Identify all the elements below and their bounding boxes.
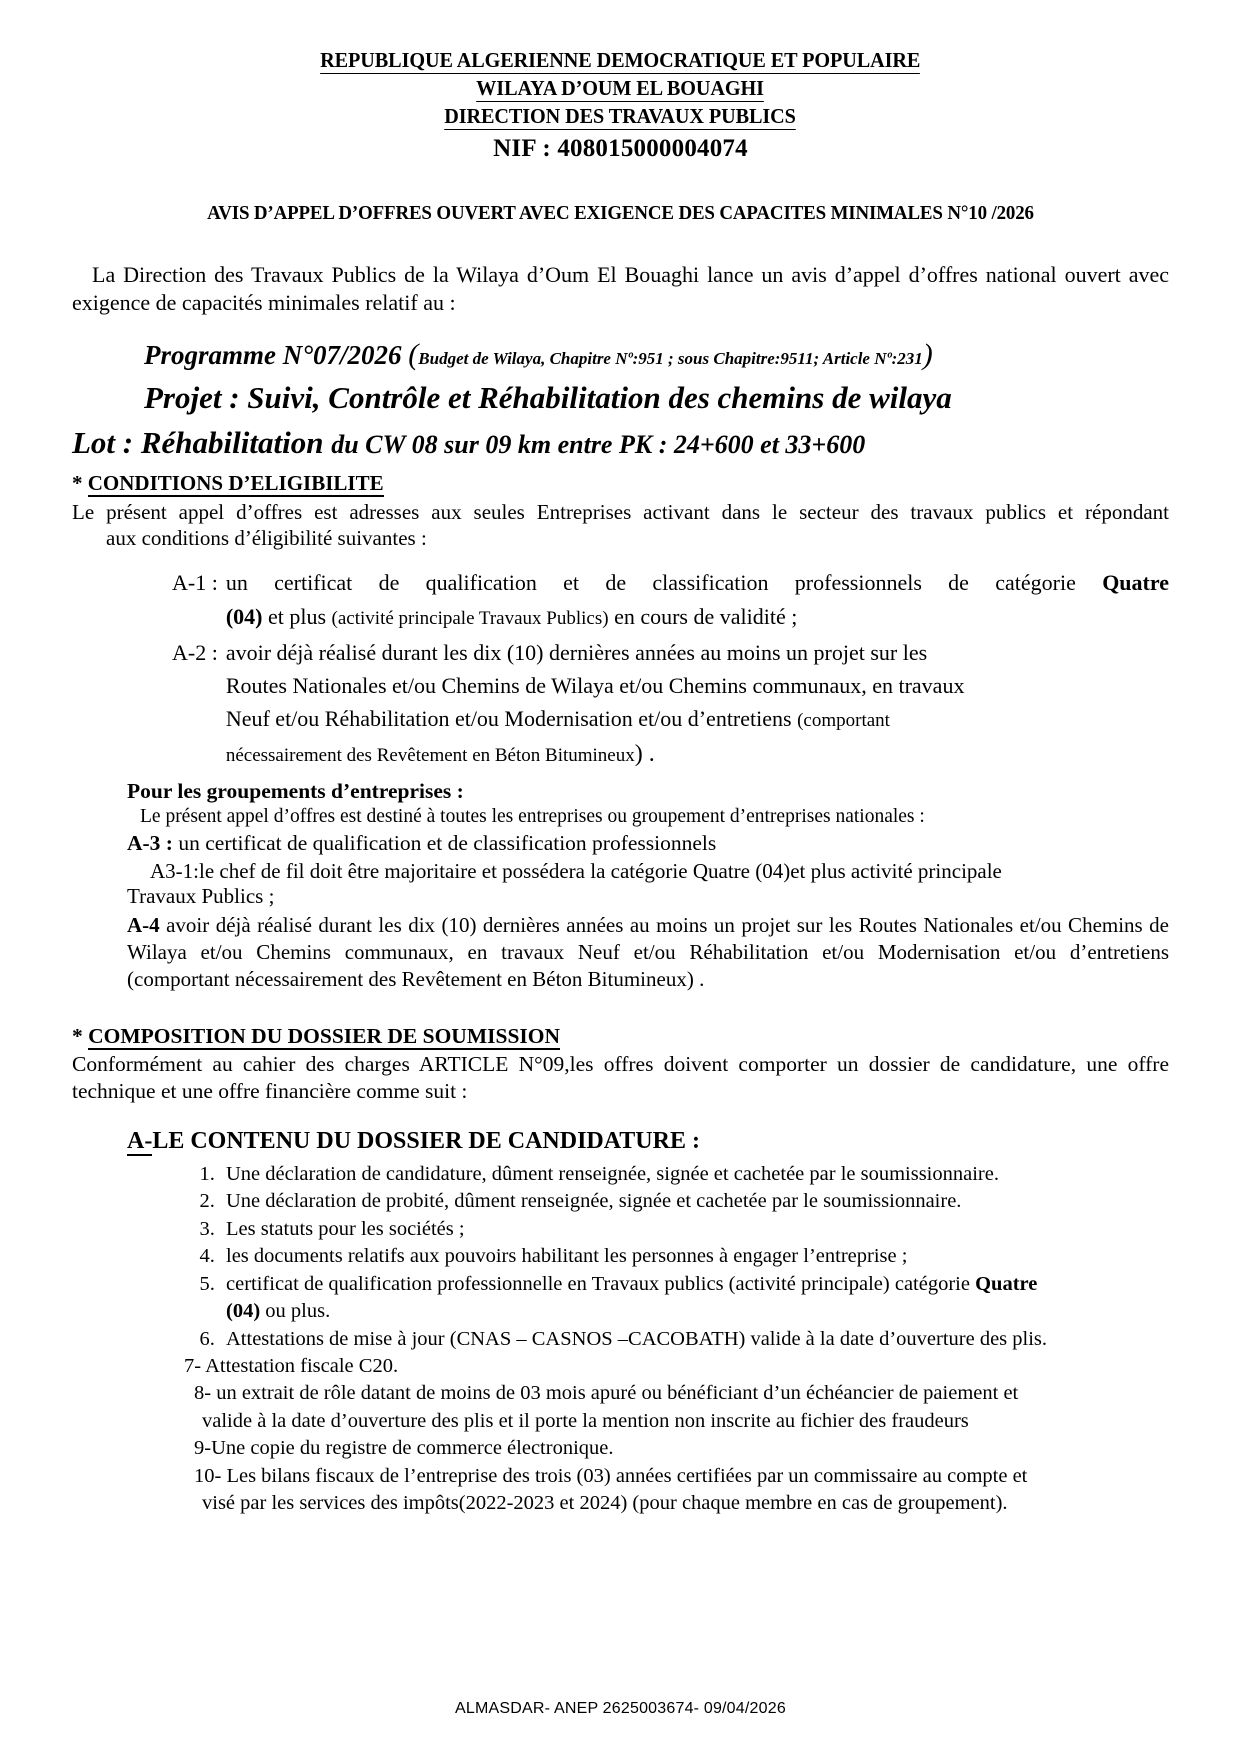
candidature-heading-letter: A- bbox=[127, 1127, 153, 1154]
composition-heading-text: COMPOSITION DU DOSSIER DE SOUMISSION bbox=[88, 1023, 561, 1048]
candidature-heading bbox=[72, 1128, 1169, 1155]
condition-a3-1-cont: Travaux Publics ; bbox=[127, 883, 275, 908]
notice-title: AVIS D’APPEL D’OFFRES OUVERT AVEC EXIGENCE DES CAPACITES MINIMALES N°10 /2026 bbox=[207, 202, 1034, 224]
candidature-documents-list bbox=[72, 1161, 1169, 1353]
condition-a2-line-4: nécessairement des Revêtement en Béton Bitumineux bbox=[225, 745, 635, 767]
intro-paragraph bbox=[72, 261, 1169, 318]
list-item-5-category: Quatre bbox=[975, 1272, 1038, 1295]
document-item-8-line-2: valide à la date d’ouverture des plis et il porte la mention non inscrite au fichier des fraudeurs bbox=[202, 1409, 969, 1432]
header-line-republic bbox=[72, 48, 1169, 74]
nif-number: NIF : 408015000004074 bbox=[493, 134, 748, 162]
groupings-heading: Pour les groupements d’entreprises : bbox=[127, 778, 464, 803]
condition-a3-1: A3-1:le chef de fil doit être majoritaire et possédera la catégorie Quatre (04)et plus activité principale bbox=[150, 858, 1002, 883]
condition-a3-text: un certificat de qualification et de classification professionnels bbox=[178, 830, 717, 855]
page-footer: ALMASDAR- ANEP 2625003674- 09/04/2026 bbox=[455, 1700, 786, 1717]
list-item-5-text: certificat de qualification professionnelle en Travaux publics (activité principale) catégorie bbox=[226, 1272, 970, 1295]
document-item-8-line-1: 8- un extrait de rôle datant de moins de 03 mois apuré ou bénéficiant d’un échéancier de paiement et bbox=[194, 1382, 1019, 1405]
eligibility-para-2: aux conditions d’éligibilité suivantes : bbox=[106, 526, 427, 551]
condition-a2-key: A-2 : bbox=[172, 639, 218, 665]
condition-a4 bbox=[72, 912, 1169, 994]
intro-line-2: ouvert avec exigence de capacités minimales relatif au : bbox=[72, 261, 1170, 316]
condition-a2-line-3-wrap bbox=[226, 702, 1169, 736]
document-header bbox=[72, 48, 1169, 163]
condition-a2-line-4-wrap bbox=[226, 736, 1169, 772]
eligibility-para-1: Le présent appel d’offres est adresses aux seules Entreprises activant dans le secteur des travaux publics et répondant bbox=[72, 499, 1169, 524]
lot-label: Lot : Réhabilitation bbox=[72, 424, 324, 460]
intro-line-1: La Direction des Travaux Publics de la Wilaya d’Oum El Bouaghi lance un avis d’appel d’offres national bbox=[92, 261, 1057, 287]
condition-a2-line-1: avoir déjà réalisé durant les dix (10) dernières années au moins un projet sur les bbox=[225, 639, 928, 665]
condition-a1-activity: (activité principale Travaux Publics) bbox=[331, 607, 609, 629]
condition-a3-key: A-3 : bbox=[127, 830, 173, 855]
condition-a2-line-3-note: (comportant bbox=[797, 710, 890, 732]
list-item: 3. Les statuts pour les sociétés ; bbox=[220, 1216, 1169, 1243]
condition-a1-key: A-1 : bbox=[172, 570, 218, 596]
composition-para-line-1: Conformément au cahier des charges ARTICLE N°09,les offres doivent comporter un dossier de candidature, bbox=[72, 1051, 1077, 1076]
list-item: 1. Une déclaration de candidature, dûment renseignée, signée et cachetée par le soumissionnaire. bbox=[220, 1161, 1169, 1188]
eligibility-heading bbox=[72, 471, 1169, 496]
condition-a2-line-4-tail: ) . bbox=[634, 741, 655, 768]
lot-details: du CW 08 sur 09 km entre PK : 24+600 et 33+600 bbox=[331, 429, 866, 459]
condition-a3 bbox=[72, 831, 1169, 856]
condition-a4-text: avoir déjà réalisé durant les dix (10) dernières années au moins un projet sur les Routes Nationales et/ou Chemins de Wilaya et/ou Chemins communaux, en travaux Neuf et/ou Réhabilitation et/ou Modernisation et/ou d’entretiens (comportant nécessairement des Revêtement en Béton Bitumineux) . bbox=[127, 912, 1169, 992]
document-item-9: 9-Une copie du registre de commerce électronique. bbox=[194, 1437, 614, 1460]
condition-a2 bbox=[72, 636, 1169, 773]
lot-line bbox=[72, 424, 1169, 463]
condition-a1 bbox=[72, 566, 1169, 633]
condition-a1-validity: en cours de validité ; bbox=[614, 603, 798, 629]
document-item-7: 7- Attestation fiscale C20. bbox=[184, 1354, 399, 1377]
list-item-5-tail: ou plus. bbox=[265, 1300, 331, 1323]
list-item bbox=[220, 1271, 1169, 1326]
projet-line: Projet : Suivi, Contrôle et Réhabilitation des chemins de wilaya bbox=[144, 380, 952, 415]
programme-paren-close: ) bbox=[922, 338, 933, 371]
document-item-10-line-1: 10- Les bilans fiscaux de l’entreprise des trois (03) années certifiées par un commissaire au compte et bbox=[194, 1464, 1028, 1487]
eligibility-paragraph bbox=[72, 499, 1169, 553]
header-line-direction bbox=[72, 104, 1169, 130]
condition-a1-tail-text: et plus bbox=[267, 603, 327, 629]
condition-a4-key: A-4 bbox=[127, 912, 160, 937]
header-line-wilaya-text: WILAYA D’OUM EL BOUAGHI bbox=[476, 75, 765, 100]
composition-heading-star: * bbox=[72, 1023, 83, 1048]
document-item-10 bbox=[72, 1463, 1169, 1518]
condition-a1-tail bbox=[226, 600, 1169, 634]
list-item-5-category-number: (04) bbox=[226, 1300, 261, 1323]
condition-a2-text bbox=[226, 636, 1169, 773]
condition-a1-text bbox=[226, 566, 1169, 633]
composition-para-line-2: une offre technique et une offre financière comme suit : bbox=[72, 1051, 1170, 1104]
condition-a2-line-2: Routes Nationales et/ou Chemins de Wilaya et/ou Chemins communaux, en travaux bbox=[225, 673, 965, 698]
eligibility-heading-text: CONDITIONS D’ELIGIBILITE bbox=[87, 470, 384, 495]
programme-details: Budget de Wilaya, Chapitre Nº:951 ; sous Chapitre:9511; Article Nº:231 bbox=[418, 349, 923, 368]
condition-a1-category: Quatre bbox=[1102, 570, 1169, 596]
programme-block bbox=[72, 338, 1169, 463]
condition-a2-line-3: Neuf et/ou Réhabilitation et/ou Modernisation et/ou d’entretiens bbox=[225, 706, 792, 732]
eligibility-conditions bbox=[72, 566, 1169, 993]
programme-paren-open: ( bbox=[408, 338, 419, 371]
list-item: 6. Attestations de mise à jour (CNAS – CASNOS –CACOBATH) valide à la date d’ouverture des plis. bbox=[220, 1326, 1169, 1353]
eligibility-heading-star: * bbox=[72, 470, 83, 495]
condition-a1-body: un certificat de qualification et de classification professionnels de catégorie bbox=[225, 570, 1076, 596]
header-line-republic-text: REPUBLIQUE ALGERIENNE DEMOCRATIQUE ET POPULAIRE bbox=[320, 48, 921, 72]
groupings-subtext: Le présent appel d’offres est destiné à toutes les entreprises ou groupement d’entreprises nationales : bbox=[140, 805, 925, 827]
candidature-heading-text: LE CONTENU DU DOSSIER DE CANDIDATURE : bbox=[152, 1127, 700, 1154]
list-item: 2. Une déclaration de probité, dûment renseignée, signée et cachetée par le soumissionnaire. bbox=[220, 1188, 1169, 1215]
header-line-wilaya bbox=[72, 76, 1169, 102]
document-item-10-line-2: visé par les services des impôts(2022-2023 et 2024) (pour chaque membre en cas de groupement). bbox=[202, 1492, 1008, 1515]
list-item: 4. les documents relatifs aux pouvoirs habilitant les personnes à engager l’entreprise ; bbox=[220, 1243, 1169, 1270]
composition-paragraph bbox=[72, 1051, 1169, 1106]
header-line-direction-text: DIRECTION DES TRAVAUX PUBLICS bbox=[444, 103, 797, 128]
programme-label: Programme N°07/2026 bbox=[144, 340, 402, 370]
document-item-8 bbox=[72, 1380, 1169, 1435]
composition-heading bbox=[72, 1024, 1169, 1049]
programme-line bbox=[72, 338, 1169, 371]
condition-a1-category-number: (04) bbox=[225, 603, 263, 629]
